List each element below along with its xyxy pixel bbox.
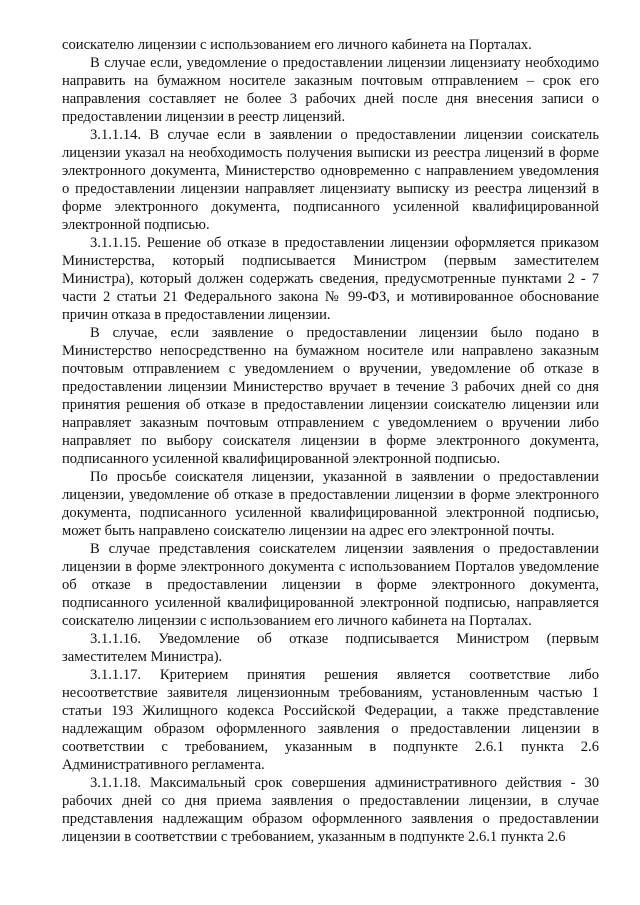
paragraph-3-1-1-15: 3.1.1.15. Решение об отказе в предоставлении лицензии оформляется приказом Министерства, который подписывается Министром (первым заместителем Министра), который должен содержать сведения, предусмотренные пунктами 2 - 7 части 2 статьи 21 Федерального закона № 99-ФЗ, и мотивированное обоснование причин отказа в предоставлении лицензии. (62, 235, 599, 323)
paragraph-refusal-portals: В случае представления соискателем лицензии заявления о предоставлении лицензии в форме электронного документа с использованием Порталов уведомление об отказе в предоставлении лицензии в форме электронного документа, подписанного усиленной квалифицированной электронной подписью, направляется соискателю лицензии с использованием его личного кабинета на Порталах. (62, 541, 599, 629)
paragraph-continuation: соискателю лицензии с использованием его личного кабинета на Порталах. (62, 37, 532, 53)
paragraph-refusal-delivery: В случае, если заявление о предоставлении лицензии было подано в Министерство непосредственно на бумажном носителе или направлено заказным почтовым отправлением с уведомлением о вручении, уведомление об отказе в предоставлении лицензии Министерство вручает в течение 3 рабочих дней со дня принятия решения об отказе в предоставлении лицензии соискателю лицензии или направляет заказным почтовым отправлением с уведомлением о вручении либо направляет по выбору соискателя лицензии в форме электронного документа, подписанного усиленной квалифицированной электронной подписью. (62, 325, 599, 467)
paragraph-3-1-1-14: 3.1.1.14. В случае если в заявлении о предоставлении лицензии соискатель лицензии указал на необходимость получения выписки из реестра лицензий в форме электронного документа, Министерство одновременно с направлением уведомления о предоставлении лицензии направляет лицензиату выписку из реестра лицензий в форме электронного документа, подписанного усиленной квалифицированной электронной подписью. (62, 127, 599, 233)
paragraph-notification-paper: В случае если, уведомление о предоставлении лицензии лицензиату необходимо направить на бумажном носителе заказным почтовым отправлением – срок его направления составляет не более 3 рабочих дней после дня внесения записи о предоставлении лицензии в реестр лицензий. (62, 55, 599, 125)
paragraph-3-1-1-18: 3.1.1.18. Максимальный срок совершения административного действия - 30 рабочих дней со дня приема заявления о предоставлении лицензии, в случае представления надлежащим образом оформленного заявления о предоставлении лицензии в соответствии с требованием, указанным в подпункте 2.6.1 пункта 2.6 (62, 775, 599, 845)
document-body (62, 36, 599, 846)
paragraph-3-1-1-16: 3.1.1.16. Уведомление об отказе подписывается Министром (первым заместителем Министра). (62, 631, 599, 665)
paragraph-refusal-email: По просьбе соискателя лицензии, указанной в заявлении о предоставлении лицензии, уведомление об отказе в предоставлении лицензии в форме электронного документа, подписанного усиленной квалифицированной электронной подписью, может быть направлено соискателю лицензии на адрес его электронной почты. (62, 469, 599, 539)
paragraph-3-1-1-17: 3.1.1.17. Критерием принятия решения является соответствие либо несоответствие заявителя лицензионным требованиям, установленным частью 1 статьи 193 Жилищного кодекса Российской Федерации, а также представление надлежащим образом оформленного заявления о предоставлении лицензии в соответствии с требованием, указанным в подпункте 2.6.1 пункта 2.6 Административного регламента. (62, 667, 599, 773)
